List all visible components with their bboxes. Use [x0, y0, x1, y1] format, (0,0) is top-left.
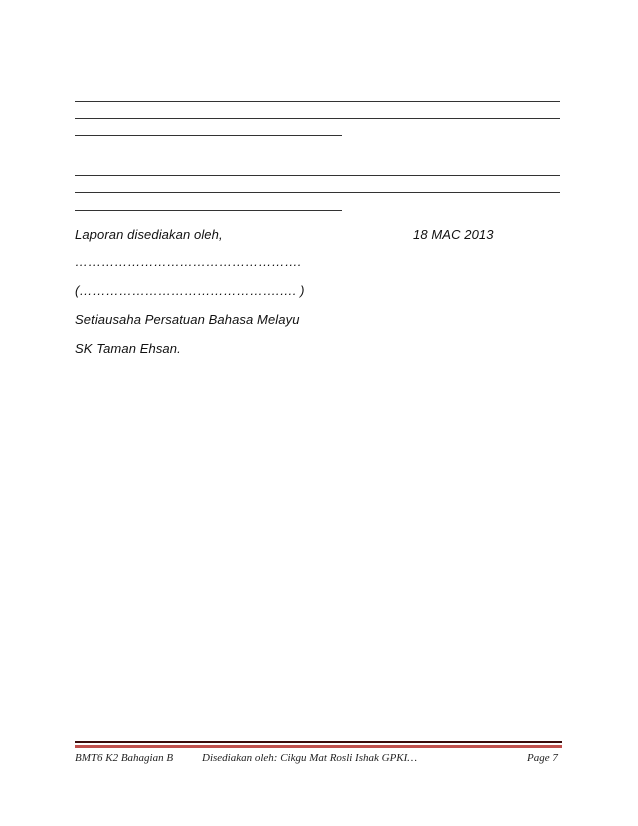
name-placeholder: (……………………………………….…. ): [75, 283, 305, 298]
answer-line: [75, 192, 560, 193]
footer-rule-red: [75, 745, 562, 748]
answer-line: [75, 101, 560, 102]
footer-page-number: Page 7: [527, 752, 558, 764]
answer-line: [75, 118, 560, 119]
school-name: SK Taman Ehsan.: [75, 341, 181, 356]
position-title: Setiausaha Persatuan Bahasa Melayu: [75, 312, 300, 327]
answer-line-short: [75, 210, 342, 211]
answer-line: [75, 175, 560, 176]
footer-course-code: BMT6 K2 Bahagian B: [75, 752, 174, 764]
report-date: 18 MAC 2013: [413, 227, 494, 242]
prepared-by-label: Laporan disediakan oleh,: [75, 227, 223, 242]
footer-rule-dark: [75, 741, 562, 743]
signature-line: …………………………………………….: [75, 254, 302, 269]
answer-line-short: [75, 135, 342, 136]
footer-author: Disediakan oleh: Cikgu Mat Rosli Ishak GPKI…: [202, 752, 418, 764]
